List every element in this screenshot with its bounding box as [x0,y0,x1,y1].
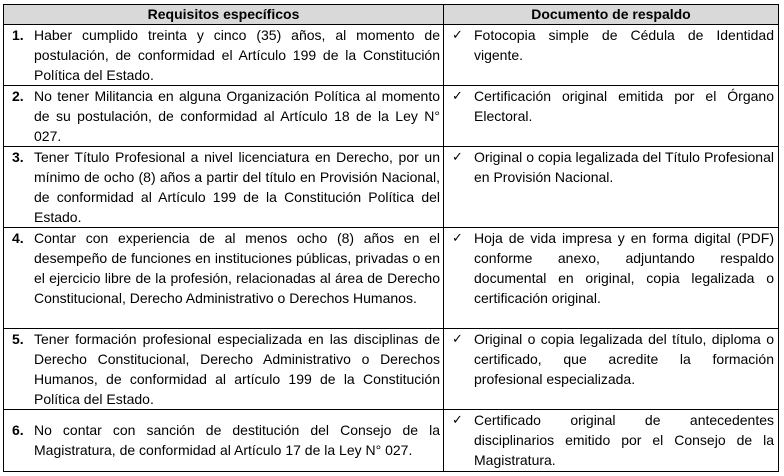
requirement-cell [4,329,444,410]
check-icon: ✓ [452,27,463,42]
document-text: Certificación original emitida por el Órgano Electoral. [474,88,774,124]
document-text: Fotocopia simple de Cédula de Identidad vigente. [474,27,774,63]
document-text: Hoja de vida impresa y en forma digital (PDF) conforme anexo, adjuntando respaldo documental en original, copia legalizada o certificación original. [474,230,774,306]
requirement-cell [4,147,444,228]
requirement-text: Contar con experiencia de al menos ocho (8) años en el desempeño de funciones en instituciones públicas, privadas o en el ejercicio libre de la profesión, relacionadas al área de Derecho Constitucional, Derecho Administrativo o Derechos Humanos. [34,230,440,306]
check-icon: ✓ [452,412,463,427]
document-text: Original o copia legalizada del título, diploma o certificado, que acredite la formación profesional especializada. [474,331,774,387]
table-row [4,86,779,147]
row-number: 5. [12,331,24,347]
row-number: 3. [12,149,24,165]
row-number: 6. [12,422,24,438]
requirement-text: Tener Título Profesional a nivel licenciatura en Derecho, por un mínimo de ocho (8) años a partir del título en Provisión Nacional, de conformidad al Artículo 199 de la Constitución Política del Estado. [34,149,440,225]
row-number: 1. [12,27,24,43]
check-icon: ✓ [452,331,463,346]
table-row [4,147,779,228]
document-text: Original o copia legalizada del Título Profesional en Provisión Nacional. [474,149,774,185]
document-cell [444,147,779,228]
requirement-cell [4,228,444,329]
document-cell [444,25,779,86]
requirement-cell [4,86,444,147]
header-supporting-document: Documento de respaldo [444,5,779,25]
requirement-text: Haber cumplido treinta y cinco (35) años, al momento de postulación, de conformidad el Artículo 199 de la Constitución Política del Estado. [34,27,440,83]
document-cell [444,329,779,410]
table-header-row [4,5,779,25]
requirement-text: Tener formación profesional especializada en las disciplinas de Derecho Constitucional, Derecho Administrativo o Derechos Humanos, de conformidad al artículo 199 de la Constitución Política del Estado. [34,331,440,407]
check-icon: ✓ [452,230,463,245]
header-requirements: Requisitos específicos [4,5,444,25]
table-row [4,329,779,410]
table-row [4,228,779,329]
row-number: 4. [12,230,24,246]
table-row [4,25,779,86]
document-cell [444,410,779,472]
requirement-cell [4,25,444,86]
document-cell [444,228,779,329]
check-icon: ✓ [452,149,463,164]
row-number: 2. [12,88,24,104]
requirement-cell [4,410,444,472]
document-cell [444,86,779,147]
document-text: Certificado original de antecedentes disciplinarios emitido por el Consejo de la Magistratura. [474,412,774,468]
check-icon: ✓ [452,88,463,103]
requirement-text: No tener Militancia en alguna Organización Política al momento de su postulación, de conformidad al Artículo 18 de la Ley N° 027. [34,88,440,144]
requirements-table [3,4,779,472]
table-row [4,410,779,472]
requirement-text: No contar con sanción de destitución del Consejo de la Magistratura, de conformidad al Artículo 17 de la Ley N° 027. [34,422,440,458]
